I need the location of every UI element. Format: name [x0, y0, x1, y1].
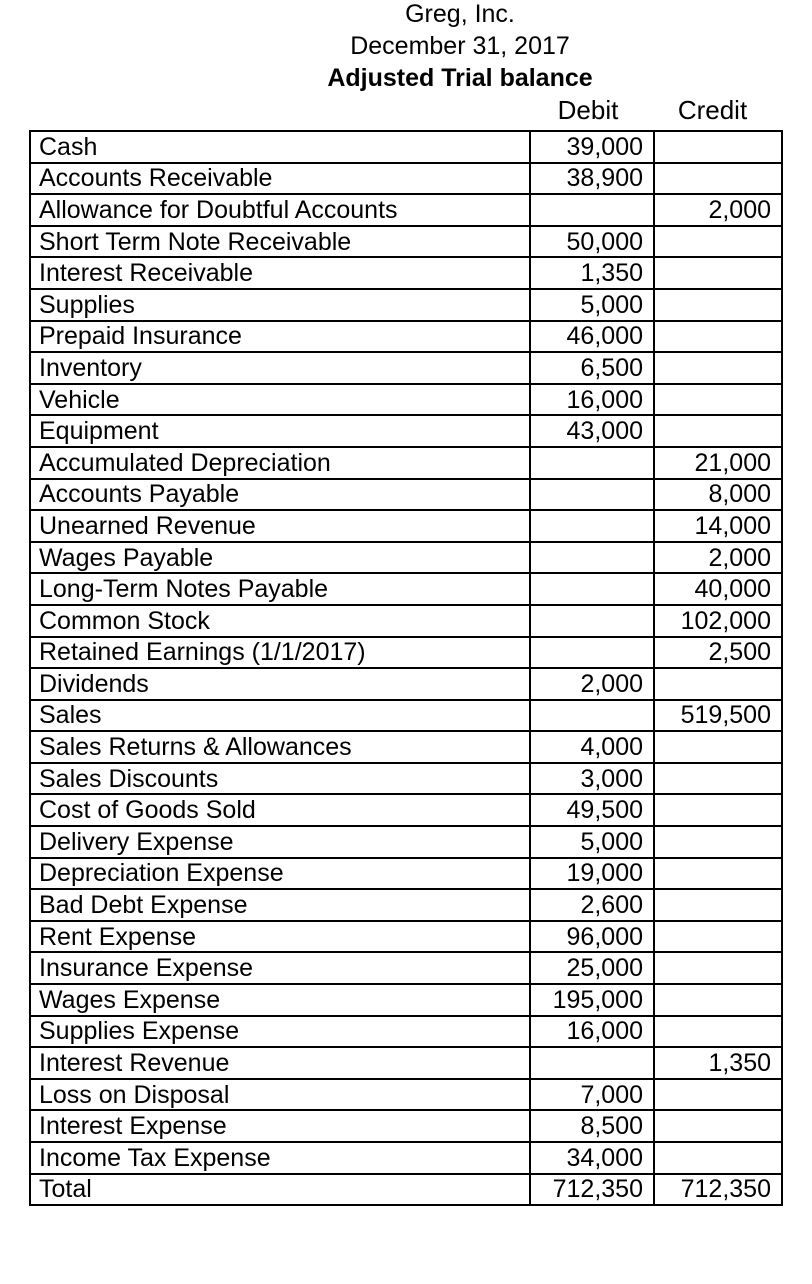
- table-row: [30, 1016, 782, 1048]
- table-row: [30, 826, 782, 858]
- account-name-cell: Income Tax Expense: [30, 1142, 530, 1174]
- account-name-cell: Sales: [30, 700, 530, 732]
- trial-balance-table: [29, 130, 783, 1206]
- debit-amount-cell: 712,350: [530, 1174, 654, 1206]
- account-name-cell: Loss on Disposal: [30, 1079, 530, 1111]
- credit-amount-cell: [654, 321, 782, 353]
- credit-amount-cell: 1,350: [654, 1047, 782, 1079]
- credit-amount-cell: [654, 794, 782, 826]
- account-name-cell: Short Term Note Receivable: [30, 226, 530, 258]
- debit-amount-cell: 195,000: [530, 984, 654, 1016]
- table-row: [30, 1047, 782, 1079]
- debit-amount-cell: [530, 573, 654, 605]
- credit-amount-cell: 8,000: [654, 479, 782, 511]
- debit-amount-cell: 1,350: [530, 257, 654, 289]
- debit-amount-cell: 5,000: [530, 826, 654, 858]
- debit-amount-cell: 3,000: [530, 763, 654, 795]
- credit-amount-cell: 2,000: [654, 542, 782, 574]
- table-row: [30, 605, 782, 637]
- debit-amount-cell: 25,000: [530, 952, 654, 984]
- account-name-cell: Delivery Expense: [30, 826, 530, 858]
- account-name-cell: Cost of Goods Sold: [30, 794, 530, 826]
- table-row: [30, 1110, 782, 1142]
- credit-amount-cell: [654, 984, 782, 1016]
- debit-amount-cell: 7,000: [530, 1079, 654, 1111]
- total-row: [30, 1174, 782, 1206]
- table-row: [30, 289, 782, 321]
- debit-amount-cell: 8,500: [530, 1110, 654, 1142]
- debit-amount-cell: [530, 510, 654, 542]
- report-title: Adjusted Trial balance: [327, 64, 593, 92]
- debit-amount-cell: 2,000: [530, 668, 654, 700]
- credit-amount-cell: [654, 1142, 782, 1174]
- table-row: [30, 479, 782, 511]
- table-row: [30, 637, 782, 669]
- debit-amount-cell: 2,600: [530, 889, 654, 921]
- account-name-cell: Interest Revenue: [30, 1047, 530, 1079]
- account-name-cell: Accounts Receivable: [30, 163, 530, 195]
- account-name-cell: Depreciation Expense: [30, 858, 530, 890]
- credit-amount-cell: [654, 1016, 782, 1048]
- account-name-cell: Vehicle: [30, 384, 530, 416]
- credit-amount-cell: [654, 889, 782, 921]
- credit-amount-cell: [654, 921, 782, 953]
- table-row: [30, 131, 782, 163]
- table-row: [30, 889, 782, 921]
- report-date: December 31, 2017: [350, 32, 570, 60]
- table-row: [30, 384, 782, 416]
- debit-amount-cell: 46,000: [530, 321, 654, 353]
- table-row: [30, 700, 782, 732]
- debit-amount-cell: [530, 479, 654, 511]
- account-name-cell: Allowance for Doubtful Accounts: [30, 194, 530, 226]
- company-name: Greg, Inc.: [405, 0, 515, 28]
- account-name-cell: Total: [30, 1174, 530, 1206]
- debit-amount-cell: [530, 194, 654, 226]
- account-name-cell: Cash: [30, 131, 530, 163]
- table-row: [30, 226, 782, 258]
- table-row: [30, 352, 782, 384]
- debit-amount-cell: 16,000: [530, 1016, 654, 1048]
- credit-amount-cell: 2,000: [654, 194, 782, 226]
- account-name-cell: Long-Term Notes Payable: [30, 573, 530, 605]
- debit-amount-cell: 19,000: [530, 858, 654, 890]
- credit-amount-cell: [654, 226, 782, 258]
- account-name-cell: Accumulated Depreciation: [30, 447, 530, 479]
- debit-amount-cell: 34,000: [530, 1142, 654, 1174]
- credit-amount-cell: [654, 384, 782, 416]
- account-name-cell: Common Stock: [30, 605, 530, 637]
- debit-amount-cell: [530, 1047, 654, 1079]
- table-row: [30, 794, 782, 826]
- debit-amount-cell: [530, 542, 654, 574]
- debit-amount-cell: 39,000: [530, 131, 654, 163]
- table-row: [30, 984, 782, 1016]
- account-name-cell: Rent Expense: [30, 921, 530, 953]
- debit-amount-cell: [530, 700, 654, 732]
- credit-amount-cell: [654, 826, 782, 858]
- table-row: [30, 510, 782, 542]
- debit-amount-cell: 38,900: [530, 163, 654, 195]
- debit-amount-cell: 16,000: [530, 384, 654, 416]
- credit-amount-cell: [654, 731, 782, 763]
- account-name-cell: Retained Earnings (1/1/2017): [30, 637, 530, 669]
- account-name-cell: Prepaid Insurance: [30, 321, 530, 353]
- credit-amount-cell: 21,000: [654, 447, 782, 479]
- credit-amount-cell: [654, 858, 782, 890]
- credit-amount-cell: [654, 763, 782, 795]
- table-row: [30, 194, 782, 226]
- account-name-cell: Unearned Revenue: [30, 510, 530, 542]
- credit-amount-cell: [654, 668, 782, 700]
- debit-amount-cell: 96,000: [530, 921, 654, 953]
- account-name-cell: Dividends: [30, 668, 530, 700]
- credit-amount-cell: [654, 1110, 782, 1142]
- credit-amount-cell: [654, 352, 782, 384]
- table-row: [30, 257, 782, 289]
- account-name-cell: Wages Payable: [30, 542, 530, 574]
- account-name-cell: Equipment: [30, 415, 530, 447]
- debit-amount-cell: [530, 447, 654, 479]
- credit-amount-cell: [654, 415, 782, 447]
- debit-column-header: Debit: [557, 95, 619, 125]
- table-row: [30, 542, 782, 574]
- debit-amount-cell: 43,000: [530, 415, 654, 447]
- account-name-cell: Accounts Payable: [30, 479, 530, 511]
- credit-amount-cell: 712,350: [654, 1174, 782, 1206]
- credit-amount-cell: [654, 257, 782, 289]
- table-row: [30, 858, 782, 890]
- account-name-cell: Insurance Expense: [30, 952, 530, 984]
- table-row: [30, 921, 782, 953]
- credit-amount-cell: 2,500: [654, 637, 782, 669]
- table-row: [30, 415, 782, 447]
- account-name-cell: Inventory: [30, 352, 530, 384]
- table-row: [30, 952, 782, 984]
- table-row: [30, 163, 782, 195]
- account-name-cell: Interest Expense: [30, 1110, 530, 1142]
- table-row: [30, 1142, 782, 1174]
- account-name-cell: Sales Returns & Allowances: [30, 731, 530, 763]
- debit-amount-cell: 50,000: [530, 226, 654, 258]
- table-row: [30, 668, 782, 700]
- credit-amount-cell: [654, 131, 782, 163]
- table-row: [30, 1079, 782, 1111]
- table-row: [30, 321, 782, 353]
- debit-amount-cell: 5,000: [530, 289, 654, 321]
- credit-amount-cell: 40,000: [654, 573, 782, 605]
- account-name-cell: Supplies Expense: [30, 1016, 530, 1048]
- credit-amount-cell: 14,000: [654, 510, 782, 542]
- credit-amount-cell: 102,000: [654, 605, 782, 637]
- credit-amount-cell: [654, 1079, 782, 1111]
- account-name-cell: Bad Debt Expense: [30, 889, 530, 921]
- account-name-cell: Sales Discounts: [30, 763, 530, 795]
- account-name-cell: Supplies: [30, 289, 530, 321]
- account-name-cell: Interest Receivable: [30, 257, 530, 289]
- trial-balance-body: [30, 131, 782, 1205]
- credit-column-header: Credit: [677, 95, 748, 125]
- credit-amount-cell: [654, 289, 782, 321]
- account-name-cell: Wages Expense: [30, 984, 530, 1016]
- debit-amount-cell: 49,500: [530, 794, 654, 826]
- debit-amount-cell: [530, 605, 654, 637]
- table-row: [30, 763, 782, 795]
- credit-amount-cell: [654, 952, 782, 984]
- table-row: [30, 447, 782, 479]
- debit-amount-cell: [530, 637, 654, 669]
- credit-amount-cell: [654, 163, 782, 195]
- table-row: [30, 731, 782, 763]
- debit-amount-cell: 4,000: [530, 731, 654, 763]
- table-row: [30, 573, 782, 605]
- debit-amount-cell: 6,500: [530, 352, 654, 384]
- credit-amount-cell: 519,500: [654, 700, 782, 732]
